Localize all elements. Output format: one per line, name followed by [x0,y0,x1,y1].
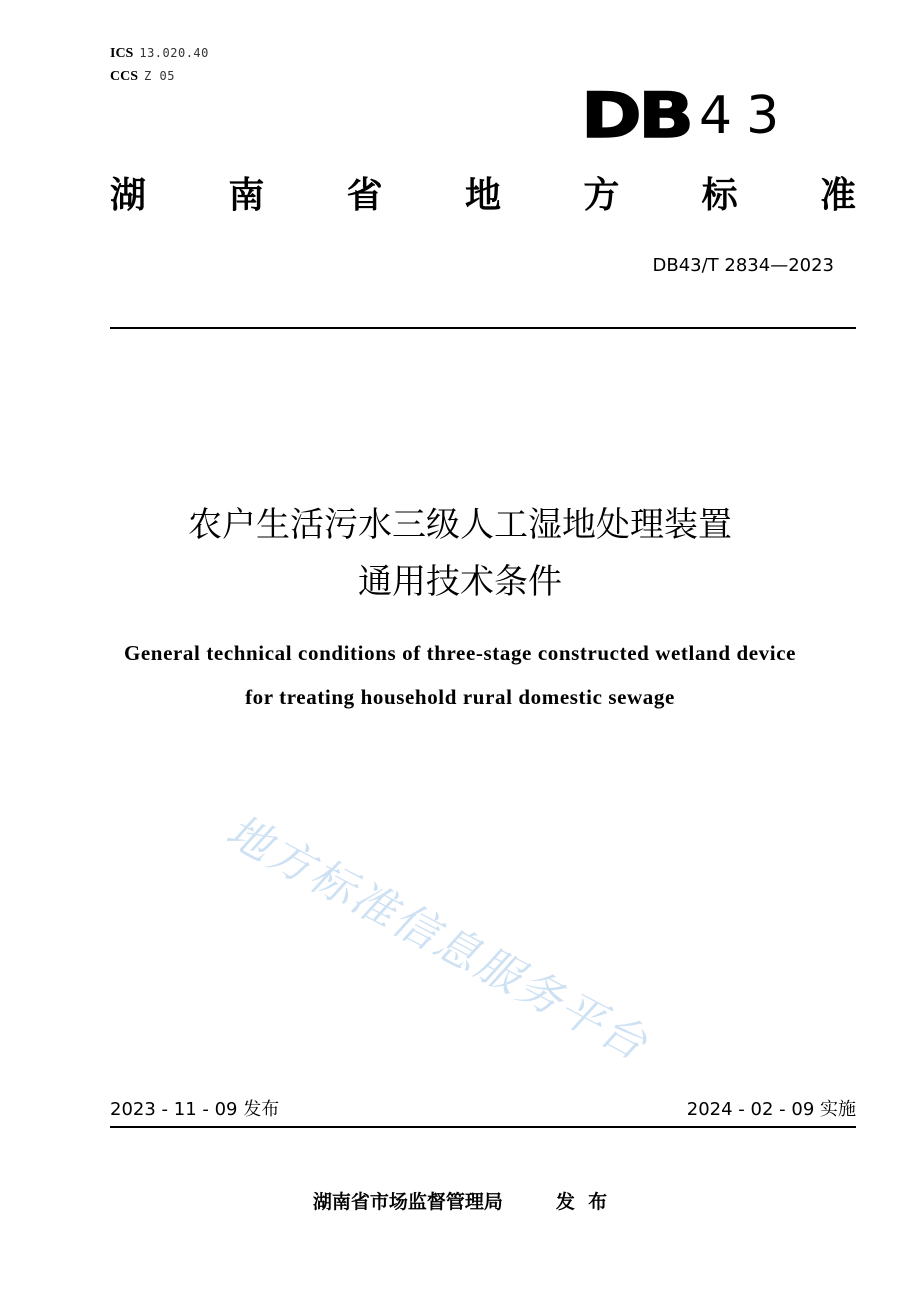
issuer: 湖南省市场监督管理局 发 布 [312,1191,608,1213]
watermark: 地方标准信息服务平台 [217,805,657,1072]
standard-type [110,170,856,222]
title-cn-line2: 通用技术条件 [358,562,562,602]
standard-type-char: 省 [346,175,383,216]
standard-type-char: 方 [583,175,620,216]
standard-code: DB43/T 2834—2023 [652,255,834,276]
top-rule [110,327,856,329]
bottom-rule [110,1126,856,1128]
ccs-label: CCS [110,69,139,84]
implement-date: 2024 - 02 - 09 实施 [686,1099,856,1120]
ics-label: ICS [110,46,134,61]
standard-type-char: 南 [228,175,265,216]
ics-line [110,45,209,62]
standard-type-char: 标 [701,175,738,216]
title-en-line1: General technical conditions of three-stage constructed wetland device [123,641,797,665]
standard-mark [581,79,794,152]
db-number: 43 [699,86,794,146]
title-cn-line1: 农户生活污水三级人工湿地处理装置 [188,505,732,545]
issue-date: 2023 - 11 - 09 发布 [110,1099,280,1120]
title-en-line2: for treating household rural domestic sewage [245,685,675,709]
standard-type-char: 湖 [110,175,147,216]
standard-type-char: 准 [819,175,856,216]
ccs-line [110,68,175,85]
ccs-value: Z 05 [144,69,175,83]
db-logo: DB [581,79,691,152]
ics-value: 13.020.40 [139,46,209,60]
standard-type-char: 地 [464,175,501,216]
